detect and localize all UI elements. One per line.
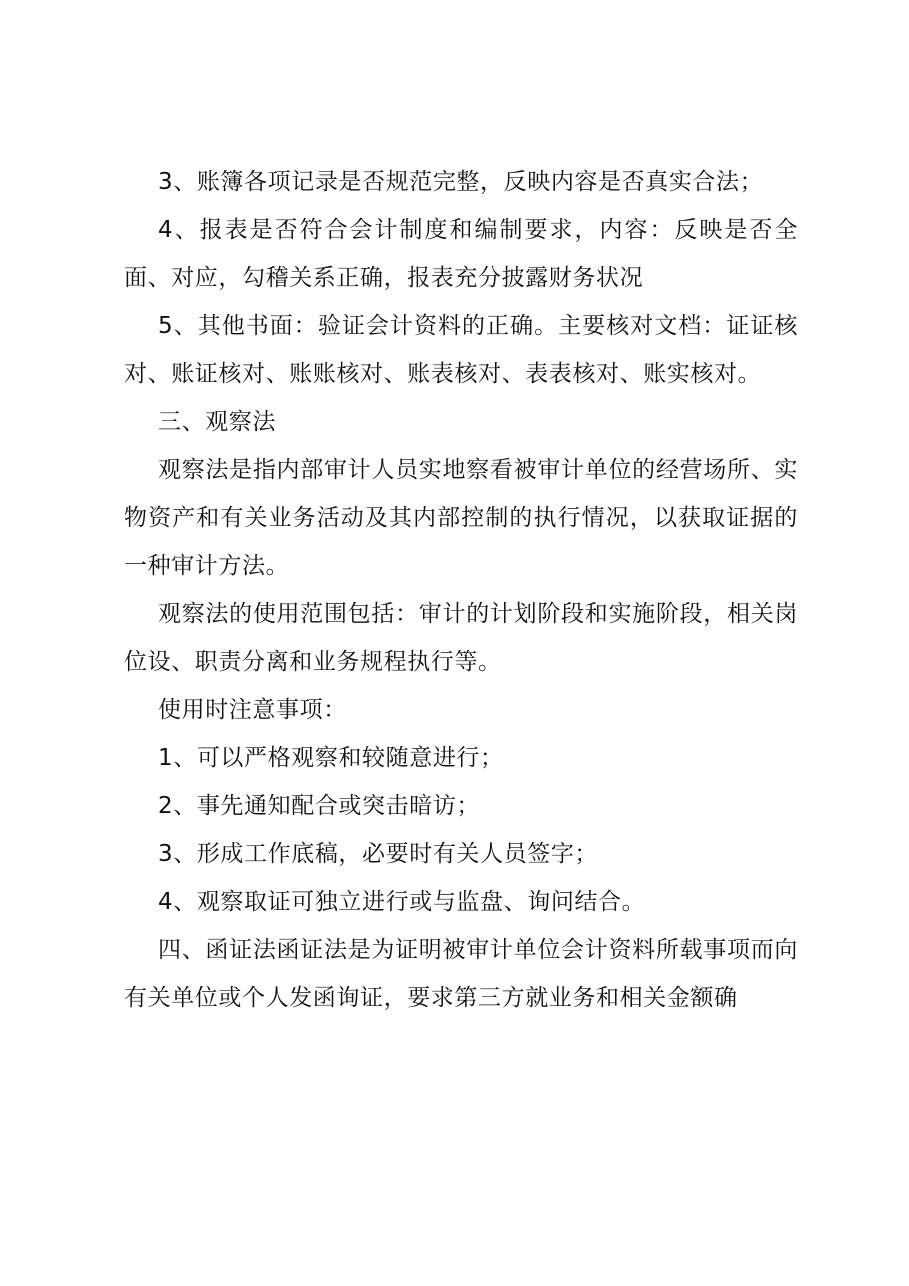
document-body <box>124 158 798 1022</box>
list-item-note-3: 3、形成工作底稿，必要时有关人员签字； <box>158 841 599 867</box>
paragraph-confirmation-method: 四、函证法函证法是为证明被审计单位会计资料所载事项而向有关单位或个人发函询证，要求第三方就业务和相关金额确 <box>124 937 798 1011</box>
paragraph-report-requirements: 4、报表是否符合会计制度和编制要求，内容：反映是否全面、对应，勾稽关系正确，报表充分披露财务状况 <box>124 217 798 291</box>
list-item-note-4: 4、观察取证可独立进行或与监盘、询问结合。 <box>158 889 646 915</box>
list-item-note-1: 1、可以严格观察和较随意进行； <box>158 745 504 771</box>
list-item-note-2: 2、事先通知配合或突击暗访； <box>158 793 481 819</box>
section-heading-observation: 三、观察法 <box>158 409 276 435</box>
paragraph-ledger-records: 3、账簿各项记录是否规范完整，反映内容是否真实合法； <box>158 169 764 195</box>
paragraph-observation-scope: 观察法的使用范围包括：审计的计划阶段和实施阶段，相关岗位设、职责分离和业务规程执行等。 <box>124 601 798 675</box>
paragraph-observation-definition: 观察法是指内部审计人员实地察看被审计单位的经营场所、实物资产和有关业务活动及其内部控制的执行情况，以获取证据的一种审计方法。 <box>124 457 798 579</box>
paragraph-other-written-checks: 5、其他书面：验证会计资料的正确。主要核对文档：证证核对、账证核对、账账核对、账表核对、表表核对、账实核对。 <box>124 313 798 387</box>
paragraph-usage-notes-heading: 使用时注意事项： <box>158 697 347 723</box>
